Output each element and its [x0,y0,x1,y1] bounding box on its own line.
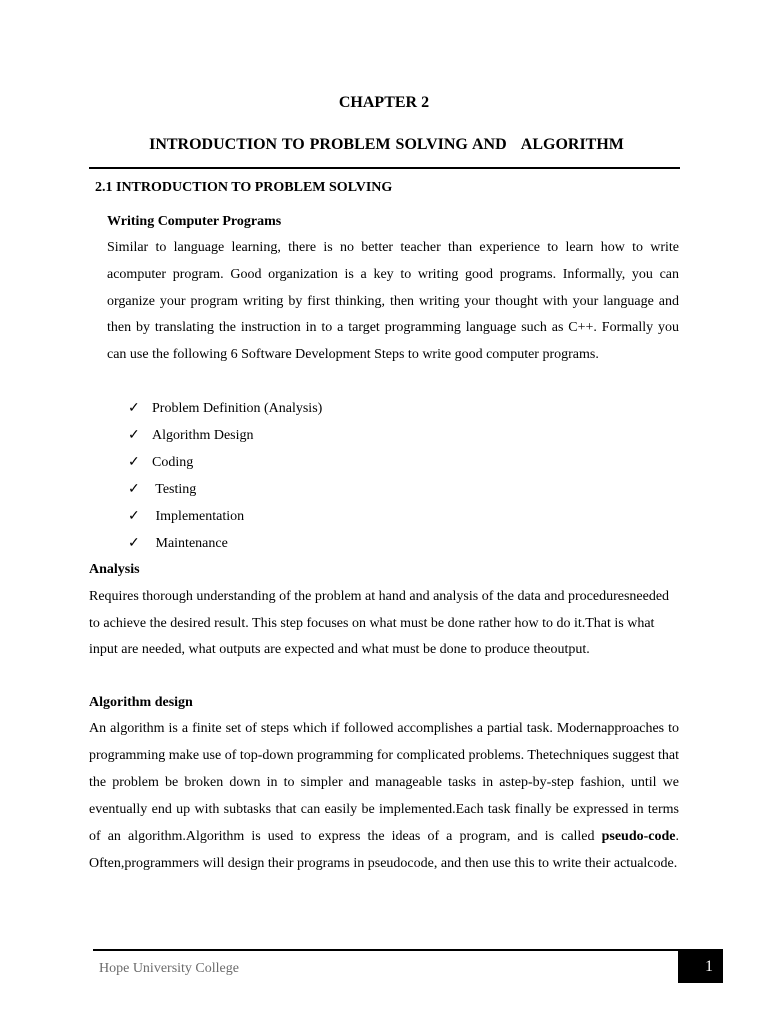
check-icon: ✓ [128,428,140,443]
analysis-heading: Analysis [89,562,140,577]
check-icon: ✓ [128,509,140,524]
algorithm-design-paragraph: An algorithm is a finite set of steps which if followed accomplishes a partial task. Modernapproaches to programming make use of top-down programming for complicated problems. Thetechniques suggest that the problem be broken down in to simpler and manageable tasks in astep-by-step fashion, until we eventually end up with subtasks that can easily be implemented.Each task finally be expressed in terms of an algorithm.Algorithm is used to express the ideas of a program, and is called pseudo-code. Often,programmers will design their programs in pseudocode, and then use this to write their actualcode. [89,721,679,871]
analysis-paragraph: Requires thorough understanding of the problem at hand and analysis of the data and proceduresneeded to achieve the desired result. This step focuses on what must be done rather how to do it.That is what input are needed, what outputs are expected and what must be done to produce theoutput. [89,589,670,657]
list-item: ✓ Algorithm Design [128,424,322,451]
check-icon: ✓ [128,401,140,416]
algorithm-design-heading: Algorithm design [89,695,193,710]
footer-divider [93,949,723,951]
title-divider [89,167,680,169]
chapter-title: INTRODUCTION TO PROBLEM SOLVING AND ALGORITHM [149,136,624,153]
check-icon: ✓ [128,482,140,497]
subheading: Writing Computer Programs [107,214,282,229]
check-icon: ✓ [128,455,140,470]
intro-paragraph: Similar to language learning, there is no better teacher than experience to learn how to write acomputer program. Good organization is a key to writing good programs. Informally, you can organize your program writing by first thinking, then writing your thought with your language and then by translating the instruction in to a target programming language such as C++. Formally you can use the following 6 Software Development Steps to write good computer programs. [107,240,679,363]
list-item: ✓ Coding [128,451,322,478]
list-item: ✓ Implementation [128,505,322,532]
list-item: ✓ Problem Definition (Analysis) [128,397,322,424]
check-icon: ✓ [128,536,140,551]
page-number: 1 [678,951,723,983]
list-item: ✓ Maintenance [128,532,322,559]
section-heading: 2.1 INTRODUCTION TO PROBLEM SOLVING [95,180,393,195]
development-steps-list [128,397,322,559]
footer-institution: Hope University College [99,961,239,976]
pseudo-code-term: pseudo-code [601,828,676,844]
list-item: ✓ Testing [128,478,322,505]
chapter-label: CHAPTER 2 [338,94,430,111]
